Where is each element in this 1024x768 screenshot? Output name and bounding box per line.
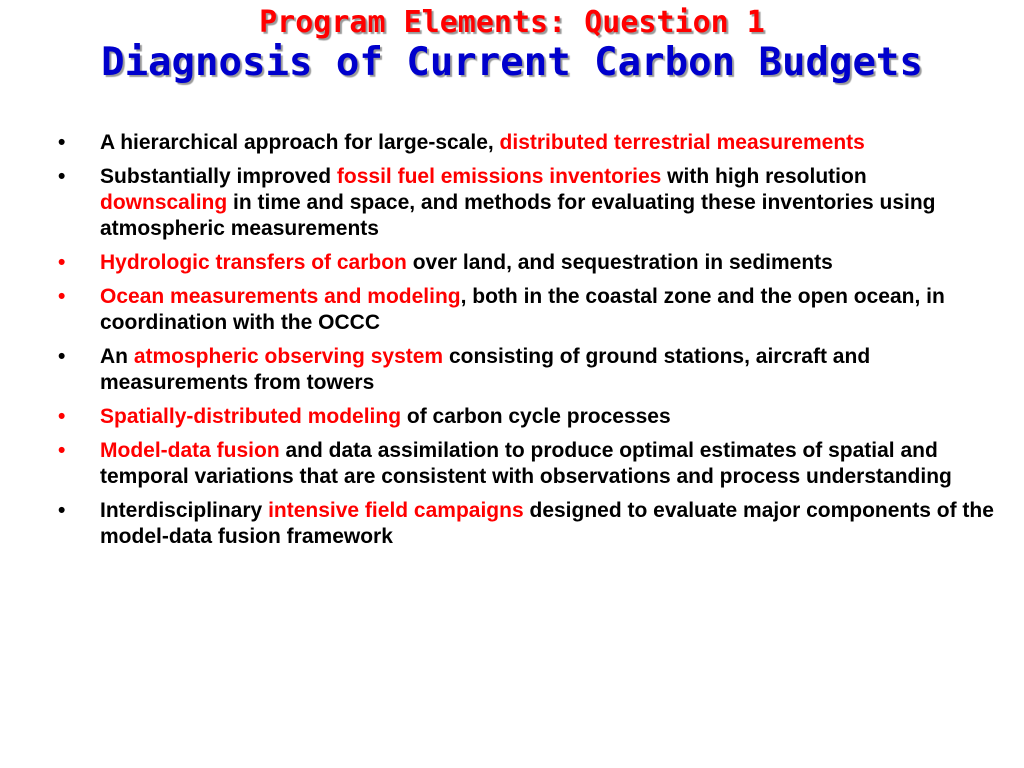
bullet-list xyxy=(58,130,998,558)
bullet-highlight-text: atmospheric observing system xyxy=(133,345,444,368)
bullet-dot-icon: • xyxy=(58,131,66,154)
bullet-plain-text: in time and space, and methods for evaluating these inventories using atmospheric measurements xyxy=(100,191,936,240)
bullet-plain-text: and data assimilation to produce optimal estimates of spatial and temporal variations that are consistent with observations and process understanding xyxy=(100,439,952,488)
bullet-item xyxy=(58,344,998,396)
bullet-highlight-text: distributed terrestrial measurements xyxy=(499,131,865,154)
bullet-plain-text: of carbon cycle processes xyxy=(401,405,671,428)
bullet-plain-text: over land, and sequestration in sediments xyxy=(406,251,833,274)
bullet-item xyxy=(58,438,998,490)
bullet-dot-icon: • xyxy=(58,285,66,308)
bullet-text xyxy=(100,345,870,394)
bullet-item xyxy=(58,498,998,550)
bullet-item xyxy=(58,250,998,276)
bullet-highlight-text: Model-data fusion xyxy=(100,439,280,462)
bullet-dot-icon: • xyxy=(58,345,66,368)
bullet-plain-text: Substantially improved xyxy=(100,165,337,188)
bullet-plain-text: , both in the coastal zone and the open ocean, in coordination with the OCCC xyxy=(100,285,945,334)
bullet-item xyxy=(58,404,998,430)
bullet-plain-text: with high resolution xyxy=(661,165,867,188)
bullet-text xyxy=(100,499,994,548)
bullet-plain-text: consisting of ground stations, aircraft and measurements from towers xyxy=(100,345,871,394)
bullet-highlight-text: fossil fuel emissions inventories xyxy=(336,165,662,188)
bullet-highlight-text: intensive field campaigns xyxy=(268,499,524,522)
bullet-dot-icon: • xyxy=(58,251,66,274)
title-block xyxy=(0,6,1024,85)
bullet-dot-icon: • xyxy=(58,499,66,522)
bullet-plain-text: An xyxy=(100,345,134,368)
bullet-text xyxy=(100,131,865,154)
bullet-text xyxy=(100,285,945,334)
bullet-dot-icon: • xyxy=(58,405,66,428)
bullet-highlight-text: Ocean measurements and modeling xyxy=(100,285,461,308)
bullet-dot-icon: • xyxy=(58,165,66,188)
bullet-dot-icon: • xyxy=(58,439,66,462)
bullet-text xyxy=(100,165,936,240)
bullet-plain-text: designed to evaluate major components of the model-data fusion framework xyxy=(100,499,994,548)
bullet-highlight-text: downscaling xyxy=(100,191,228,214)
bullet-plain-text: Interdisciplinary xyxy=(100,499,269,522)
slide-title-line-2: Diagnosis of Current Carbon Budgets xyxy=(101,39,923,85)
bullet-item xyxy=(58,130,998,156)
bullet-highlight-text: Hydrologic transfers of carbon xyxy=(100,251,407,274)
bullet-item xyxy=(58,284,998,336)
bullet-plain-text: A hierarchical approach for large-scale, xyxy=(100,131,500,154)
bullet-item xyxy=(58,164,998,242)
bullet-text xyxy=(100,405,671,428)
bullet-text xyxy=(100,439,952,488)
bullet-text xyxy=(100,251,833,274)
slide-title-line-1: Program Elements: Question 1 xyxy=(259,5,765,40)
bullet-highlight-text: Spatially-distributed modeling xyxy=(100,405,402,428)
